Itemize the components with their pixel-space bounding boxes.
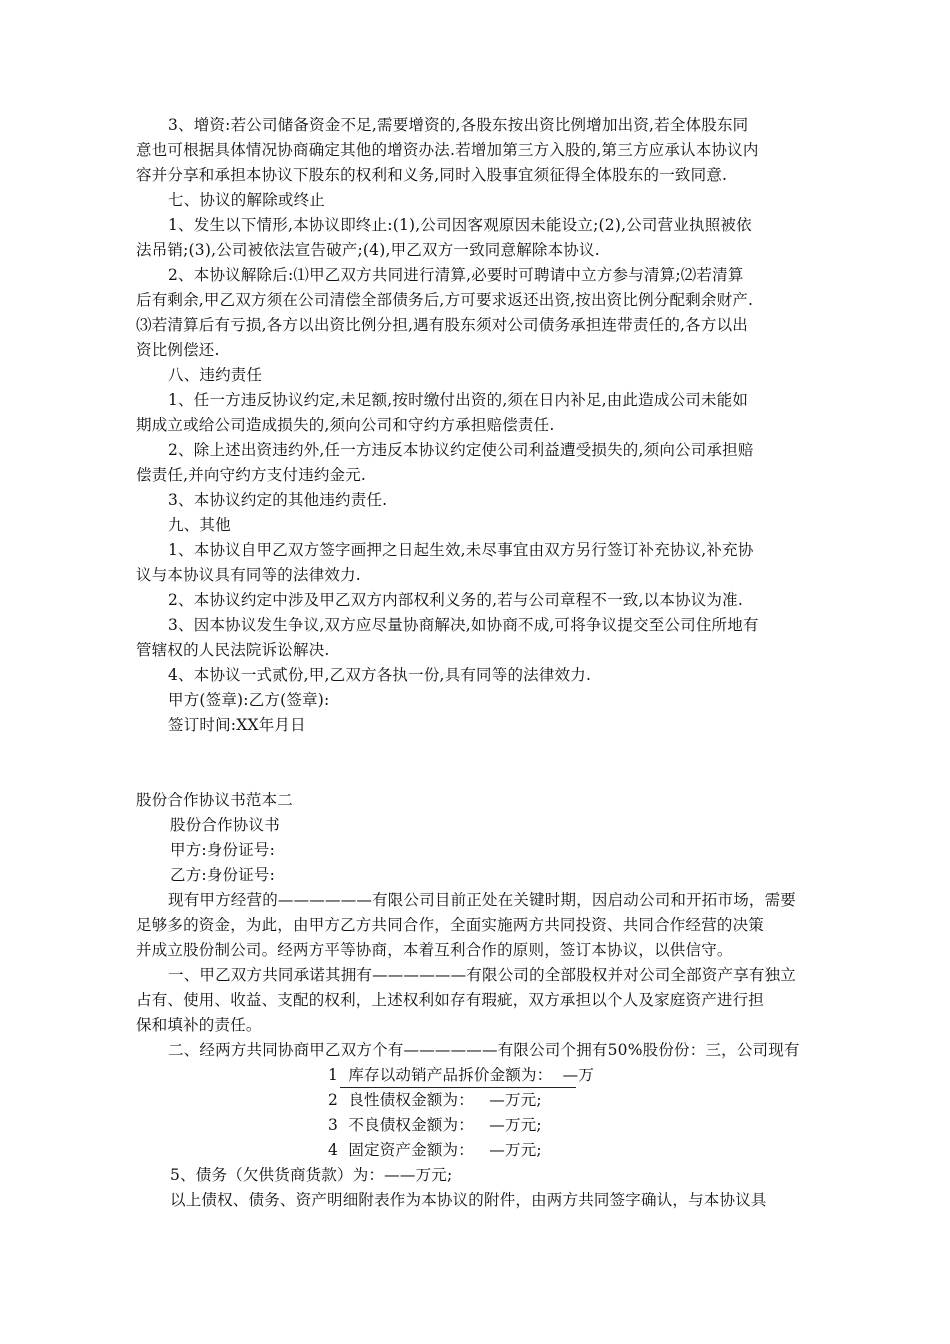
text-line: 2、除上述出资违约外,任一方违反本协议约定使公司利益遭受损失的,须向公司承担赔 (168, 441, 754, 459)
party-a-line: 甲方:身份证号: (170, 841, 276, 859)
text-line: 容并分享和承担本协议下股东的权利和义务,同时入股事宜须征得全体股东的一致同意. (136, 166, 728, 184)
text-line: 保和填补的责任。 (136, 1016, 262, 1034)
agreement-title: 股份合作协议书 (170, 816, 280, 834)
text-line: 4、本协议一式贰份,甲,乙双方各执一份,具有同等的法律效力. (168, 666, 592, 684)
text-line: 1、发生以下情形,本协议即终止:(1),公司因客观原因未能设立;(2),公司营业执照被依 (168, 216, 752, 234)
text-line: 后有剩余,甲乙双方须在公司清偿全部债务后,方可要求返还出资,按出资比例分配剩余财产. (136, 291, 754, 309)
signature-line: 甲方(签章):乙方(签章): (168, 691, 330, 709)
section-heading: 八、违约责任 (168, 366, 263, 384)
text-line: 二、经两方共同协商甲乙双方个有——————有限公司个拥有50%股份份：三，公司现有 (168, 1041, 800, 1059)
asset-item: 4 固定资产金额为： —万元; (328, 1141, 542, 1159)
text-line: 3、因本协议发生争议,双方应尽量协商解决,如协商不成,可将争议提交至公司住所地有 (168, 616, 759, 634)
text-line: 并成立股份制公司。经两方平等协商，本着互利合作的原则，签订本协议，以供信守。 (136, 941, 733, 959)
asset-item: 2 良性债权金额为： —万元; (328, 1091, 542, 1109)
text-line: 现有甲方经营的——————有限公司目前正处在关键时期，因启动公司和开拓市场，需要 (168, 891, 797, 909)
section-heading: 九、其他 (168, 516, 231, 534)
text-line: 偿责任,并向守约方支付违约金元. (136, 466, 367, 484)
text-line: 意也可根据具体情况协商确定其他的增资办法.若增加第三方入股的,第三方应承认本协议内 (136, 141, 759, 159)
text-line: 管辖权的人民法院诉讼解决. (136, 641, 330, 659)
text-line: 2、本协议约定中涉及甲乙双方内部权利义务的,若与公司章程不一致,以本协议为准. (168, 591, 743, 609)
text-line: 1、本协议自甲乙双方签字画押之日起生效,未尽事宜由双方另行签订补充协议,补充协 (168, 541, 754, 559)
text-line: 占有、使用、收益、支配的权利，上述权利如存有瑕疵，双方承担以个人及家庭资产进行担 (136, 991, 765, 1009)
document-title: 股份合作协议书范本二 (136, 791, 294, 809)
text-line: 资比例偿还. (136, 341, 220, 359)
text-line: 5、债务（欠供货商货款）为：——万元; (170, 1166, 453, 1184)
text-line: 以上债权、债务、资产明细附表作为本协议的附件，由两方共同签字确认，与本协议具 (170, 1191, 767, 1209)
text-line: 法吊销;(3),公司被依法宣告破产;(4),甲乙双方一致同意解除本协议. (136, 241, 600, 259)
signing-date: 签订时间:XX年月日 (168, 716, 306, 734)
section-heading: 七、协议的解除或终止 (168, 191, 326, 209)
text-line: 3、增资:若公司储备资金不足,需要增资的,各股东按出资比例增加出资,若全体股东同 (168, 116, 749, 134)
text-line: 一、甲乙双方共同承诺其拥有——————有限公司的全部股权并对公司全部资产享有独立 (168, 966, 797, 984)
text-line: 期成立或给公司造成损失的,须向公司和守约方承担赔偿责任. (136, 416, 555, 434)
asset-item: 1 库存以动销产品拆价金额为： —万 (328, 1066, 595, 1084)
text-line: 议与本协议具有同等的法律效力. (136, 566, 361, 584)
text-line: ⑶若清算后有亏损,各方以出资比例分担,遇有股东须对公司债务承担连带责任的,各方以出 (136, 316, 748, 334)
text-line: 3、本协议约定的其他违约责任. (168, 491, 388, 509)
text-line: 足够多的资金，为此，由甲方乙方共同合作，全面实施两方共同投资、共同合作经营的决策 (136, 916, 765, 934)
party-b-line: 乙方:身份证号: (170, 866, 276, 884)
text-line: 1、任一方违反协议约定,未足额,按时缴付出资的,须在日内补足,由此造成公司未能如 (168, 391, 749, 409)
text-line: 2、本协议解除后:⑴甲乙双方共同进行清算,必要时可聘请中立方参与清算;⑵若清算 (168, 266, 744, 284)
asset-item: 3 不良债权金额为： —万元; (328, 1116, 542, 1134)
